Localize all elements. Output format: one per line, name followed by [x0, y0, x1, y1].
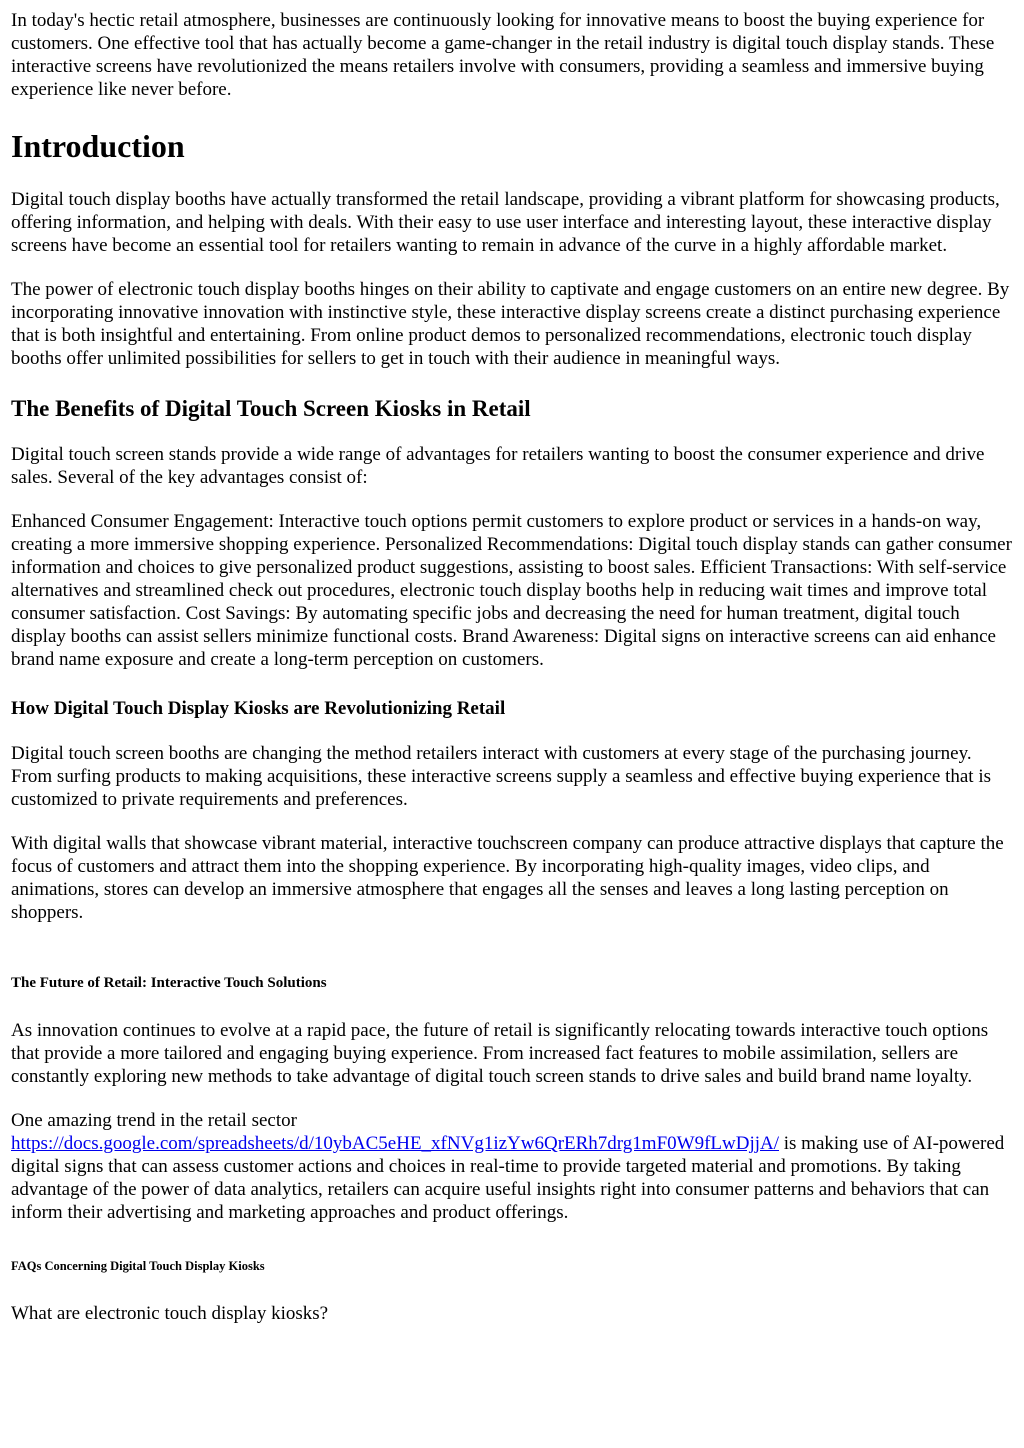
future-paragraph-2 [11, 1109, 1013, 1224]
introduction-paragraph-1: Digital touch display booths have actually transformed the retail landscape, providing a vibrant platform for showcasing products, offering information, and helping with deals. With their easy to use user interface and interesting layout, these interactive display screens have become an essential tool for retailers wanting to remain in advance of the curve in a highly affordable market. [11, 189, 1000, 256]
benefits-paragraph-2: Enhanced Consumer Engagement: Interactive touch options permit customers to explore product or services in a hands-on way, creating a more immersive shopping experience. Personalized Recommendations: Digital touch display stands can gather consumer information and choices to give personalized product suggestions, assisting to boost sales. Efficient Transactions: With self-service alternatives and streamlined check out procedures, electronic touch display booths help in reducing wait times and improve total consumer satisfaction. Cost Savings: By automating specific jobs and decreasing the need for human treatment, digital touch display booths can assist sellers minimize functional costs. Brand Awareness: Digital signs on interactive screens can aid enhance brand name exposure and create a long-term perception on customers. [11, 511, 1012, 670]
introduction-paragraph-2: The power of electronic touch display booths hinges on their ability to captivate and engage customers on an entire new degree. By incorporating innovative innovation with instinctive style, these interactive display screens create a distinct purchasing experience that is both insightful and entertaining. From online product demos to personalized recommendations, electronic touch display booths offer unlimited possibilities for sellers to get in touch with their audience in meaningful ways. [11, 279, 1010, 369]
intro-paragraph: In today's hectic retail atmosphere, businesses are continuously looking for innovative means to boost the buying experience for customers. One effective tool that has actually become a game-changer in the retail industry is digital touch display stands. These interactive screens have revolutionized the means retailers involve with consumers, providing a seamless and immersive buying experience like never before. [11, 10, 995, 100]
future-heading: The Future of Retail: Interactive Touch Solutions [11, 975, 327, 991]
faq-heading: FAQs Concerning Digital Touch Display Kiosks [11, 1259, 265, 1273]
faq-question-1: What are electronic touch display kiosks? [11, 1303, 329, 1324]
future-paragraph-1: As innovation continues to evolve at a rapid pace, the future of retail is significantly relocating towards interactive touch options that provide a more tailored and engaging buying experience. From increased fact features to mobile assimilation, sellers are constantly exploring new methods to take advantage of digital touch screen stands to drive sales and build brand name loyalty. [11, 1020, 989, 1087]
future-paragraph-2-lead: One amazing trend in the retail sector [11, 1110, 297, 1131]
revolution-paragraph-2: With digital walls that showcase vibrant material, interactive touchscreen company can produce attractive displays that capture the focus of customers and attract them into the shopping experience. By incorporating high-quality images, video clips, and animations, stores can develop an immersive atmosphere that engages all the senses and leaves a long lasting perception on shoppers. [11, 833, 1004, 923]
benefits-heading: The Benefits of Digital Touch Screen Kiosks in Retail [11, 396, 531, 421]
future-paragraph-2-rest: is making use of AI-powered digital signs that can assess customer actions and choices in real-time to provide targeted material and promotions. By taking advantage of the power of data analytics, retailers can acquire useful insights right into consumer patterns and behaviors that can inform their advertising and marketing approaches and product offerings. [11, 1133, 1005, 1223]
revolution-paragraph-1: Digital touch screen booths are changing the method retailers interact with customers at every stage of the purchasing journey. From surfing products to making acquisitions, these interactive screens supply a seamless and effective buying experience that is customized to private requirements and preferences. [11, 743, 991, 810]
spreadsheet-link[interactable]: https://docs.google.com/spreadsheets/d/10ybAC5eHE_xfNVg1izYw6QrERh7drg1mF0W9fLwDjjA/ [11, 1133, 779, 1154]
introduction-heading: Introduction [11, 128, 185, 164]
benefits-paragraph-1: Digital touch screen stands provide a wide range of advantages for retailers wanting to boost the consumer experience and drive sales. Several of the key advantages consist of: [11, 444, 985, 488]
revolution-heading: How Digital Touch Display Kiosks are Revolutionizing Retail [11, 698, 506, 719]
